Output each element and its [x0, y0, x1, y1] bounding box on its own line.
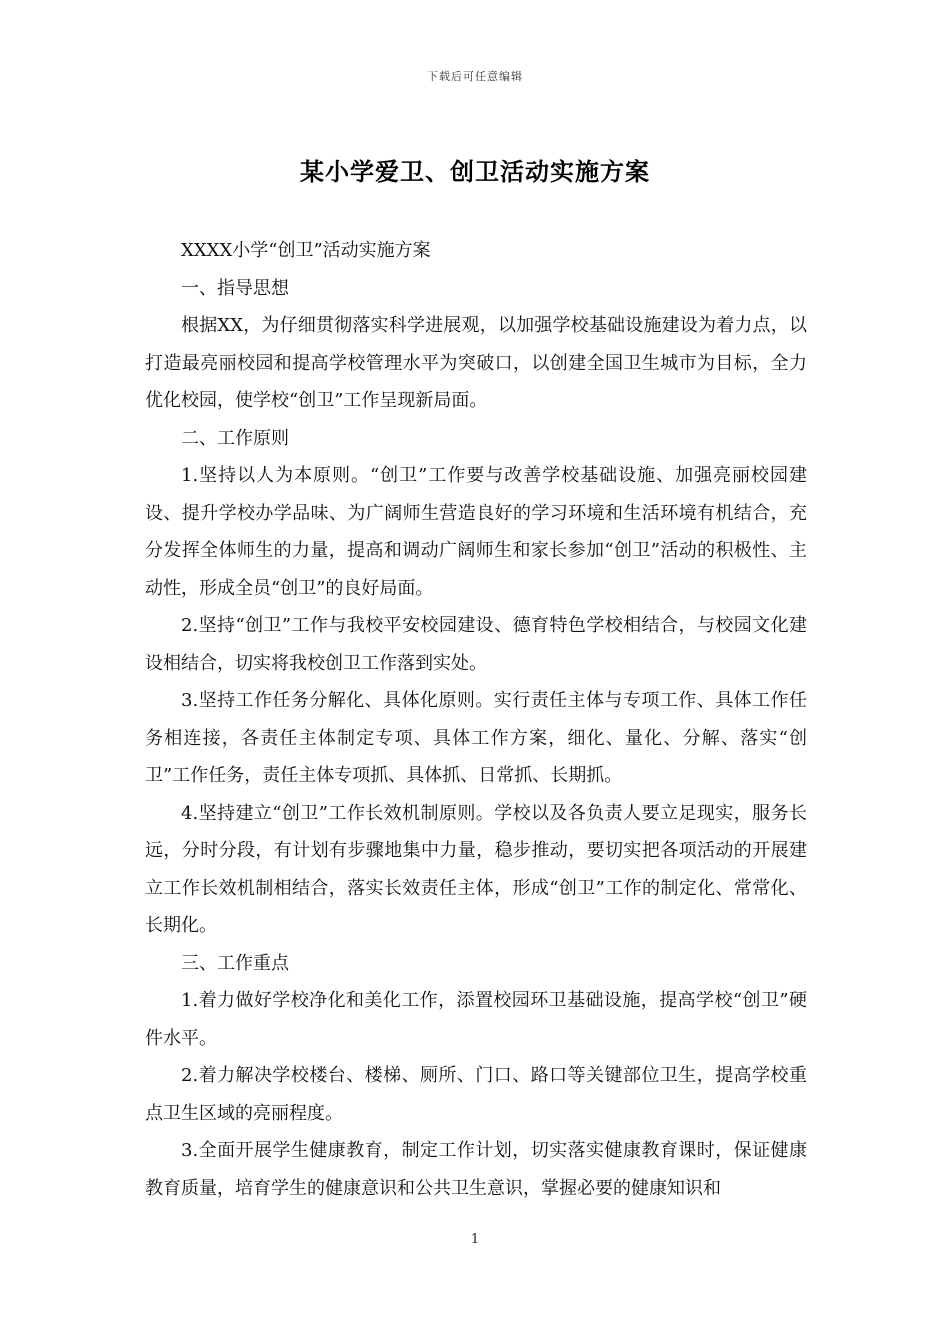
focus-item-3: 3.全面开展学生健康教育，制定工作计划，切实落实健康教育课时，保证健康教育质量，培育学生的健康意识和公共卫生意识，掌握必要的健康知识和 [145, 1140, 807, 1199]
principle-item-1: 1.坚持以人为本原则。“创卫”工作要与改善学校基础设施、加强亮丽校园建设、提升学校办学品味、为广阔师生营造良好的学习环境和生活环境有机结合，充分发挥全体师生的力量，提高和调动广阔师生和家长参加“创卫”活动的积极性、主动性，形成全员“创卫”的良好局面。 [145, 465, 807, 599]
document-title: 某小学爱卫、创卫活动实施方案 [300, 157, 650, 186]
principle-item-3: 3.坚持工作任务分解化、具体化原则。实行责任主体与专项工作、具体工作任务相连接，各责任主体制定专项、具体工作方案，细化、量化、分解、落实“创卫”工作任务，责任主体专项抓、具体抓、日常抓、长期抓。 [145, 690, 807, 786]
principle-item-4: 4.坚持建立“创卫”工作长效机制原则。学校以及各负责人要立足现实，服务长远，分时分段，有计划有步骤地集中力量，稳步推动，要切实把各项活动的开展建立工作长效机制相结合，落实长效责任主体，形成“创卫”工作的制定化、常常化、长期化。 [145, 802, 807, 936]
paragraph-guiding-ideology: 根据XX，为仔细贯彻落实科学进展观，以加强学校基础设施建设为着力点，以打造最亮丽校园和提高学校管理水平为突破口，以创建全国卫生城市为目标，全力优化校园，使学校“创卫”工作呈现新局面。 [145, 315, 807, 411]
page-number: 1 [470, 1232, 480, 1247]
section-heading-work-focus: 三、工作重点 [181, 952, 289, 974]
section-heading-guiding-ideology: 一、指导思想 [181, 277, 289, 299]
document-body [145, 232, 807, 1207]
focus-item-2: 2.着力解决学校楼台、楼梯、厕所、门口、路口等关键部位卫生，提高学校重点卫生区域的亮丽程度。 [145, 1065, 807, 1124]
download-note: 下载后可任意编辑 [427, 70, 523, 83]
section-heading-work-principles: 二、工作原则 [181, 427, 289, 449]
principle-item-2: 2.坚持“创卫”工作与我校平安校园建设、德育特色学校相结合，与校园文化建设相结合，切实将我校创卫工作落到实处。 [145, 615, 807, 674]
focus-item-1: 1.着力做好学校净化和美化工作，添置校园环卫基础设施，提高学校“创卫”硬件水平。 [145, 990, 807, 1049]
plan-subtitle: XXXX小学“创卫”活动实施方案 [181, 240, 431, 261]
